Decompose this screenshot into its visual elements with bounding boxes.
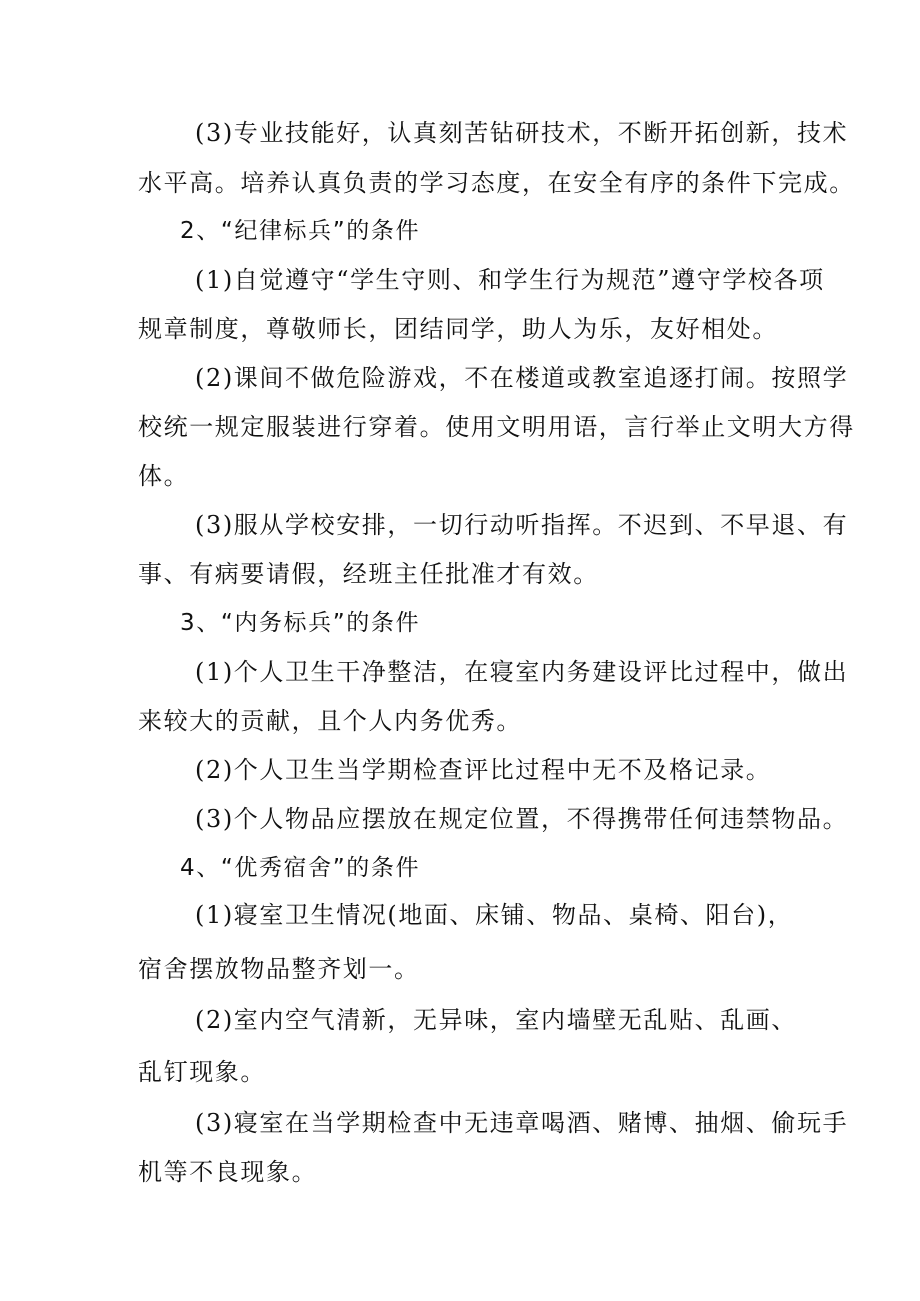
section-heading: 3、“内务标兵”的条件 <box>180 610 421 636</box>
paragraph-line: 体。 <box>138 462 190 490</box>
paragraph-line: (2)课间不做危险游戏，不在楼道或教室追逐打闹。按照学 <box>195 364 849 392</box>
paragraph-line: 机等不良现象。 <box>138 1158 318 1186</box>
paragraph-line: (1)自觉遵守“学生守则、和学生行为规范”遵守学校各项 <box>195 266 825 294</box>
paragraph-line: 水平高。培养认真负责的学习态度，在安全有序的条件下完成。 <box>138 169 855 197</box>
paragraph-line: 事、有病要请假，经班主任批准才有效。 <box>138 560 599 588</box>
paragraph-line: 来较大的贡献，且个人内务优秀。 <box>138 707 522 735</box>
section-heading: 4、“优秀宿舍”的条件 <box>180 855 421 881</box>
paragraph-line: (1)寝室卫生情况(地面、床铺、物品、桌椅、阳台)， <box>195 901 794 929</box>
section-heading: 2、“纪律标兵”的条件 <box>180 218 421 244</box>
paragraph-line: (2)室内空气清新，无异味，室内墙壁无乱贴、乱画、 <box>195 1006 797 1034</box>
paragraph-line: 规章制度，尊敬师长，团结同学，助人为乐，友好相处。 <box>138 315 778 343</box>
paragraph-line: (3)寝室在当学期检查中无违章喝酒、赌博、抽烟、偷玩手 <box>195 1109 849 1137</box>
paragraph-line: 校统一规定服装进行穿着。使用文明用语，言行举止文明大方得 <box>138 413 855 441</box>
paragraph-line: (3)服从学校安排，一切行动听指挥。不迟到、不早退、有 <box>195 511 849 539</box>
paragraph-line: (3)专业技能好，认真刻苦钻研技术，不断开拓创新，技术 <box>195 119 849 147</box>
paragraph-line: (2)个人卫生当学期检查评比过程中无不及格记录。 <box>195 756 772 784</box>
paragraph-line: (1)个人卫生干净整洁，在寝室内务建设评比过程中，做出 <box>195 658 849 686</box>
paragraph-line: 乱钉现象。 <box>138 1058 266 1086</box>
paragraph-line: 宿舍摆放物品整齐划一。 <box>138 955 420 983</box>
paragraph-line: (3)个人物品应摆放在规定位置，不得携带任何违禁物品。 <box>195 805 849 833</box>
